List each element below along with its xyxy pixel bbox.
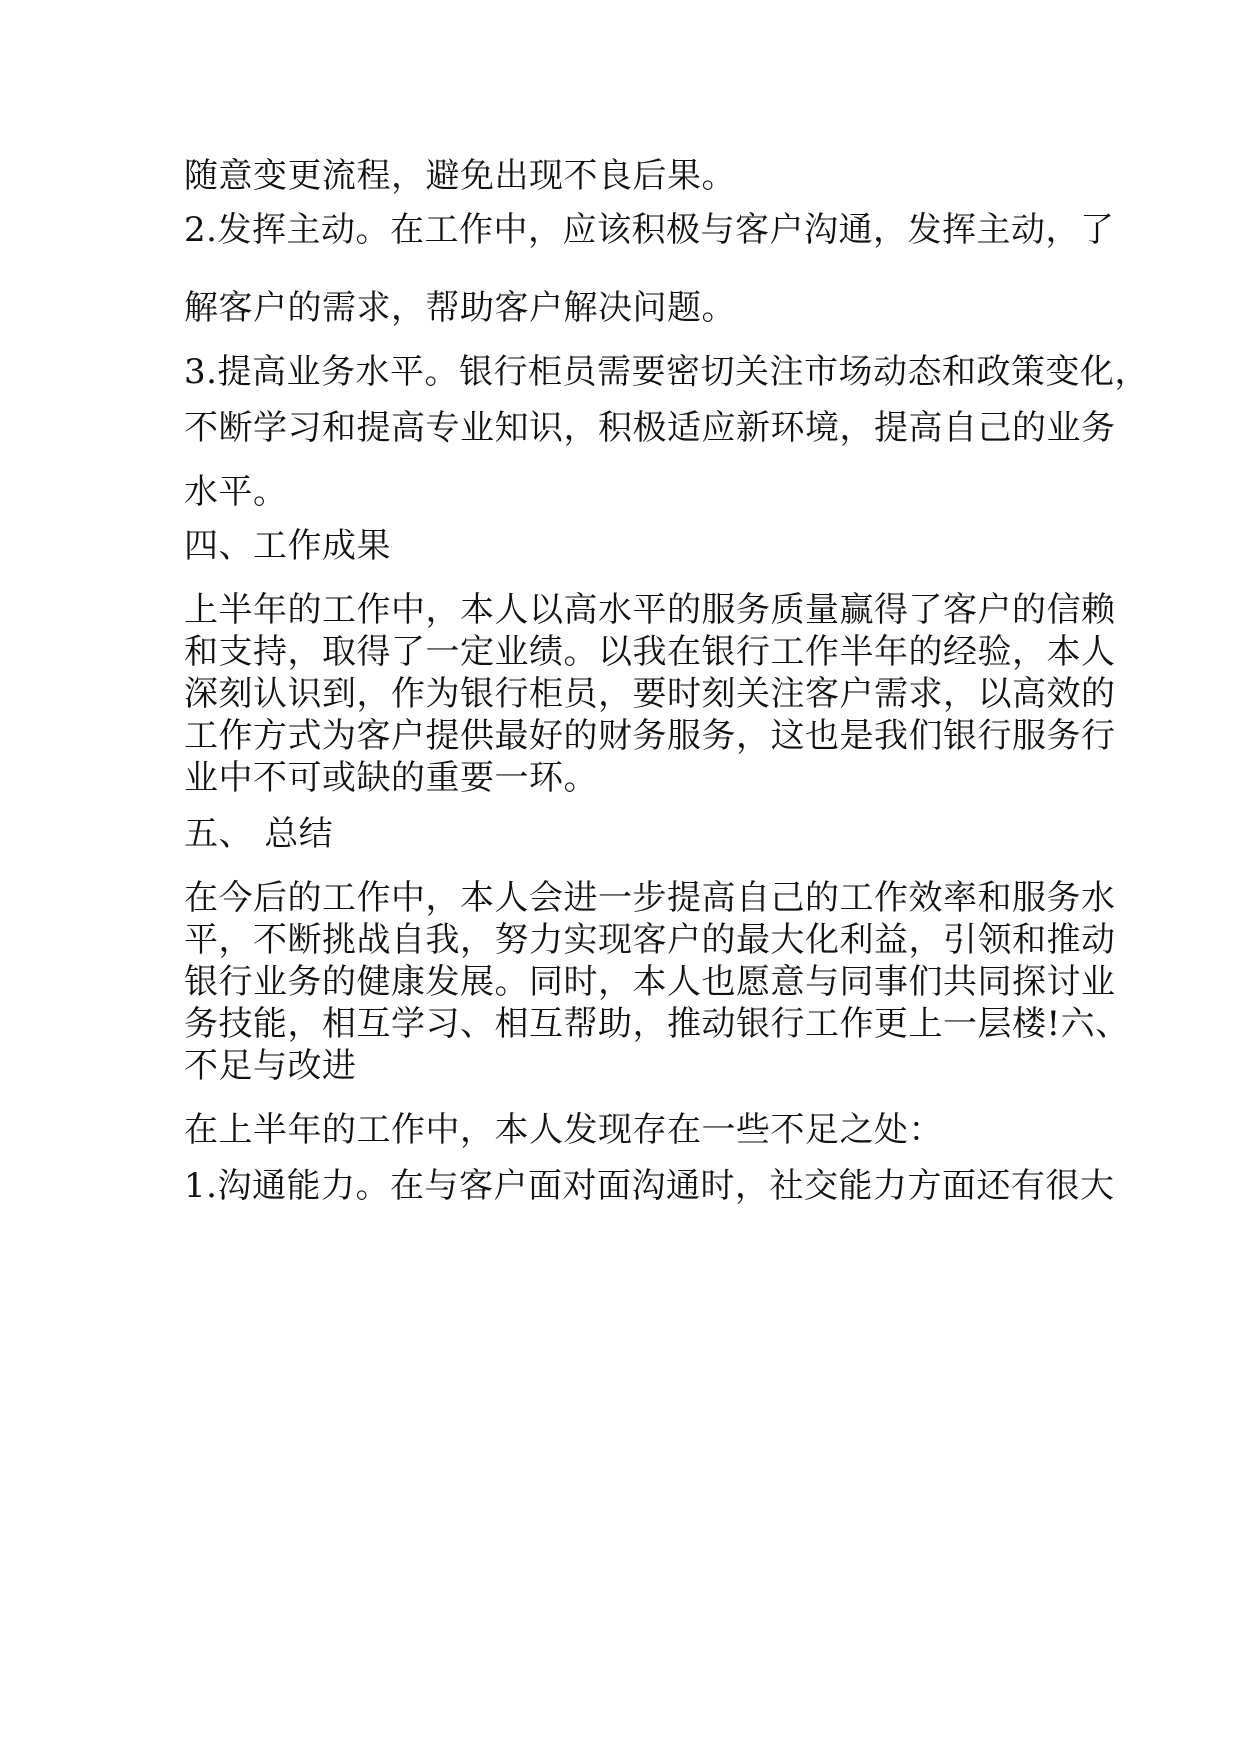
paragraph-line: 深刻认识到，作为银行柜员，要时刻关注客户需求，以高效的 — [184, 674, 1116, 714]
paragraph-line: 工作方式为客户提供最好的财务服务，这也是我们银行服务行 — [184, 716, 1116, 756]
paragraph-line: 业中不可或缺的重要一环。 — [184, 758, 598, 798]
paragraph-line: 上半年的工作中，本人以高水平的服务质量赢得了客户的信赖 — [184, 590, 1116, 630]
paragraph-line: 解客户的需求，帮助客户解决问题。 — [184, 288, 736, 328]
paragraph-line: 在上半年的工作中，本人发现存在一些不足之处： — [184, 1110, 943, 1150]
paragraph-line: 不断学习和提高专业知识，积极适应新环境，提高自己的业务 — [184, 408, 1116, 448]
paragraph-line: 在今后的工作中，本人会进一步提高自己的工作效率和服务水 — [184, 878, 1116, 918]
paragraph-line: 1.沟通能力。在与客户面对面沟通时，社交能力方面还有很大 — [184, 1166, 1115, 1206]
section-heading: 五、 总结 — [184, 814, 334, 854]
section-heading: 四、工作成果 — [184, 526, 391, 566]
paragraph-line: 2.发挥主动。在工作中，应该积极与客户沟通，发挥主动，了 — [184, 210, 1115, 250]
paragraph-line: 务技能，相互学习、相互帮助，推动银行工作更上一层楼!六、 — [184, 1004, 1130, 1044]
paragraph-line: 不足与改进 — [184, 1046, 357, 1086]
paragraph-line: 水平。 — [184, 472, 288, 512]
paragraph-line: 和支持，取得了一定业绩。以我在银行工作半年的经验，本人 — [184, 632, 1116, 672]
paragraph-line: 3.提高业务水平。银行柜员需要密切关注市场动态和政策变化， — [184, 352, 1149, 392]
paragraph-line: 平，不断挑战自我，努力实现客户的最大化利益，引领和推动 — [184, 920, 1116, 960]
paragraph-line: 银行业务的健康发展。同时，本人也愿意与同事们共同探讨业 — [184, 962, 1116, 1002]
paragraph-line: 随意变更流程，避免出现不良后果。 — [184, 156, 736, 196]
